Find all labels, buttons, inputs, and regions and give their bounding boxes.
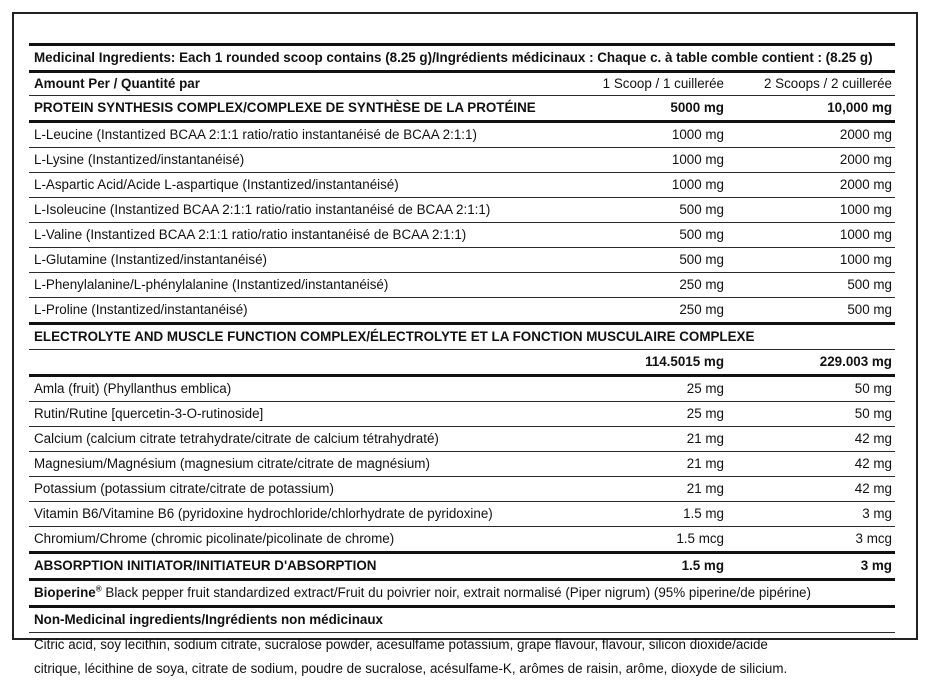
ingredient-c1: 21 mg (686, 456, 724, 471)
absorption-section-header (29, 554, 895, 581)
ingredient-row (29, 173, 895, 198)
ingredient-c1: 25 mg (686, 406, 724, 421)
ingredient-row (29, 377, 895, 402)
ingredient-c1: 500 mg (679, 252, 724, 267)
amount-header-row (29, 73, 895, 96)
ingredient-c1: 25 mg (686, 381, 724, 396)
registered-mark: ® (95, 584, 102, 594)
ingredient-c2: 2000 mg (839, 127, 892, 142)
ingredient-name: L-Lysine (Instantized/instantanéisé) (34, 152, 245, 167)
ingredient-name: Chromium/Chrome (chromic picolinate/picolinate de chrome) (34, 531, 395, 546)
ingredient-c1: 1000 mg (671, 177, 724, 192)
ingredient-row (29, 402, 895, 427)
ingredient-c1: 1.5 mcg (676, 531, 724, 546)
medicinal-header-row (29, 43, 895, 73)
ingredient-c2: 2000 mg (839, 152, 892, 167)
ingredient-c2: 500 mg (847, 302, 892, 317)
ingredient-name: L-Glutamine (Instantized/instantanéisé) (34, 252, 267, 267)
protein-c2: 10,000 mg (827, 100, 892, 115)
absorption-title: ABSORPTION INITIATOR/INITIATEUR D'ABSORPTION (34, 558, 377, 573)
ingredient-row (29, 452, 895, 477)
ingredient-row (29, 273, 895, 298)
ingredient-c2: 42 mg (854, 456, 892, 471)
amount-label: Amount Per / Quantité par (34, 76, 200, 91)
ingredient-c2: 1000 mg (839, 252, 892, 267)
ingredient-c2: 50 mg (854, 381, 892, 396)
bioperine-text (34, 581, 811, 605)
non-medicinal-line-2: citrique, lécithine de soya, citrate de sodium, poudre de sucralose, acésulfame-K, arômes de raisin, arôme, dioxyde de silicium. (34, 661, 788, 676)
ingredient-c2: 3 mcg (855, 531, 892, 546)
ingredient-row (29, 477, 895, 502)
ingredient-c1: 1000 mg (671, 127, 724, 142)
ingredient-c1: 21 mg (686, 481, 724, 496)
ingredient-name: Potassium (potassium citrate/citrate de potassium) (34, 481, 334, 496)
ingredient-c2: 3 mg (862, 506, 892, 521)
ingredient-row (29, 198, 895, 223)
ingredient-row (29, 123, 895, 148)
ingredient-c2: 500 mg (847, 277, 892, 292)
electrolyte-c1: 114.5015 mg (645, 354, 724, 369)
supplement-facts-panel (29, 43, 895, 681)
ingredient-name: Calcium (calcium citrate tetrahydrate/citrate de calcium tétrahydraté) (34, 431, 439, 446)
ingredient-c2: 42 mg (854, 481, 892, 496)
ingredient-c1: 500 mg (679, 202, 724, 217)
electrolyte-total-row (29, 350, 895, 377)
electrolyte-section-header (29, 325, 895, 350)
protein-c1: 5000 mg (670, 100, 724, 115)
ingredient-name: L-Phenylalanine/L-phénylalanine (Instantized/instantanéisé) (34, 277, 389, 292)
non-medicinal-line-1: Citric acid, soy lecithin, sodium citrate, sucralose powder, acesulfame potassium, grape flavour, flavour, silicon dioxide/acide (34, 637, 768, 652)
absorption-c2: 3 mg (860, 558, 892, 573)
protein-title: PROTEIN SYNTHESIS COMPLEX/COMPLEXE DE SYNTHÈSE DE LA PROTÉINE (34, 100, 536, 115)
bioperine-description: Black pepper fruit standardized extract/Fruit du poivrier noir, extrait normalisé (Piper nigrum) (95% piperine/de pipérine) (101, 585, 811, 600)
bioperine-name: Bioperine (34, 585, 96, 600)
ingredient-name: Rutin/Rutine [quercetin-3-O-rutinoside] (34, 406, 264, 421)
ingredient-c2: 2000 mg (839, 177, 892, 192)
non-medicinal-title: Non-Medicinal ingredients/Ingrédients non médicinaux (34, 612, 383, 627)
col2-label: 2 Scoops / 2 cuillerée (763, 76, 892, 91)
electrolyte-title: ELECTROLYTE AND MUSCLE FUNCTION COMPLEX/ÉLECTROLYTE ET LA FONCTION MUSCULAIRE COMPLEXE (34, 329, 755, 344)
ingredient-row (29, 502, 895, 527)
ingredient-row (29, 223, 895, 248)
absorption-c1: 1.5 mg (681, 558, 724, 573)
ingredient-row (29, 248, 895, 273)
ingredient-name: L-Valine (Instantized BCAA 2:1:1 ratio/ratio instantanéisé de BCAA 2:1:1) (34, 227, 467, 242)
ingredient-name: Amla (fruit) (Phyllanthus emblica) (34, 381, 232, 396)
ingredient-c2: 42 mg (854, 431, 892, 446)
non-medicinal-header-row (29, 608, 895, 633)
non-medicinal-paragraph (29, 633, 895, 681)
ingredient-c2: 1000 mg (839, 227, 892, 242)
ingredient-name: L-Proline (Instantized/instantanéisé) (34, 302, 248, 317)
ingredient-row (29, 527, 895, 554)
protein-section-header (29, 96, 895, 123)
ingredient-name: Magnesium/Magnésium (magnesium citrate/citrate de magnésium) (34, 456, 430, 471)
bioperine-row (29, 581, 895, 608)
ingredient-c1: 1.5 mg (683, 506, 724, 521)
ingredient-row (29, 298, 895, 325)
medicinal-title: Medicinal Ingredients: Each 1 rounded scoop contains (8.25 g)/Ingrédients médicinaux : Chaque c. à table comble contient : (8.25 g) (34, 50, 873, 65)
ingredient-c1: 1000 mg (671, 152, 724, 167)
ingredient-name: L-Leucine (Instantized BCAA 2:1:1 ratio/ratio instantanéisé de BCAA 2:1:1) (34, 127, 477, 142)
col1-label: 1 Scoop / 1 cuillerée (602, 76, 724, 91)
ingredient-c2: 50 mg (854, 406, 892, 421)
ingredient-name: Vitamin B6/Vitamine B6 (pyridoxine hydrochloride/chlorhydrate de pyridoxine) (34, 506, 493, 521)
ingredient-c1: 250 mg (679, 277, 724, 292)
ingredient-c2: 1000 mg (839, 202, 892, 217)
ingredient-row (29, 427, 895, 452)
electrolyte-c2: 229.003 mg (819, 354, 892, 369)
ingredient-c1: 250 mg (679, 302, 724, 317)
ingredient-c1: 500 mg (679, 227, 724, 242)
ingredient-c1: 21 mg (686, 431, 724, 446)
ingredient-row (29, 148, 895, 173)
ingredient-name: L-Aspartic Acid/Acide L-aspartique (Instantized/instantanéisé) (34, 177, 399, 192)
ingredient-name: L-Isoleucine (Instantized BCAA 2:1:1 ratio/ratio instantanéisé de BCAA 2:1:1) (34, 202, 491, 217)
